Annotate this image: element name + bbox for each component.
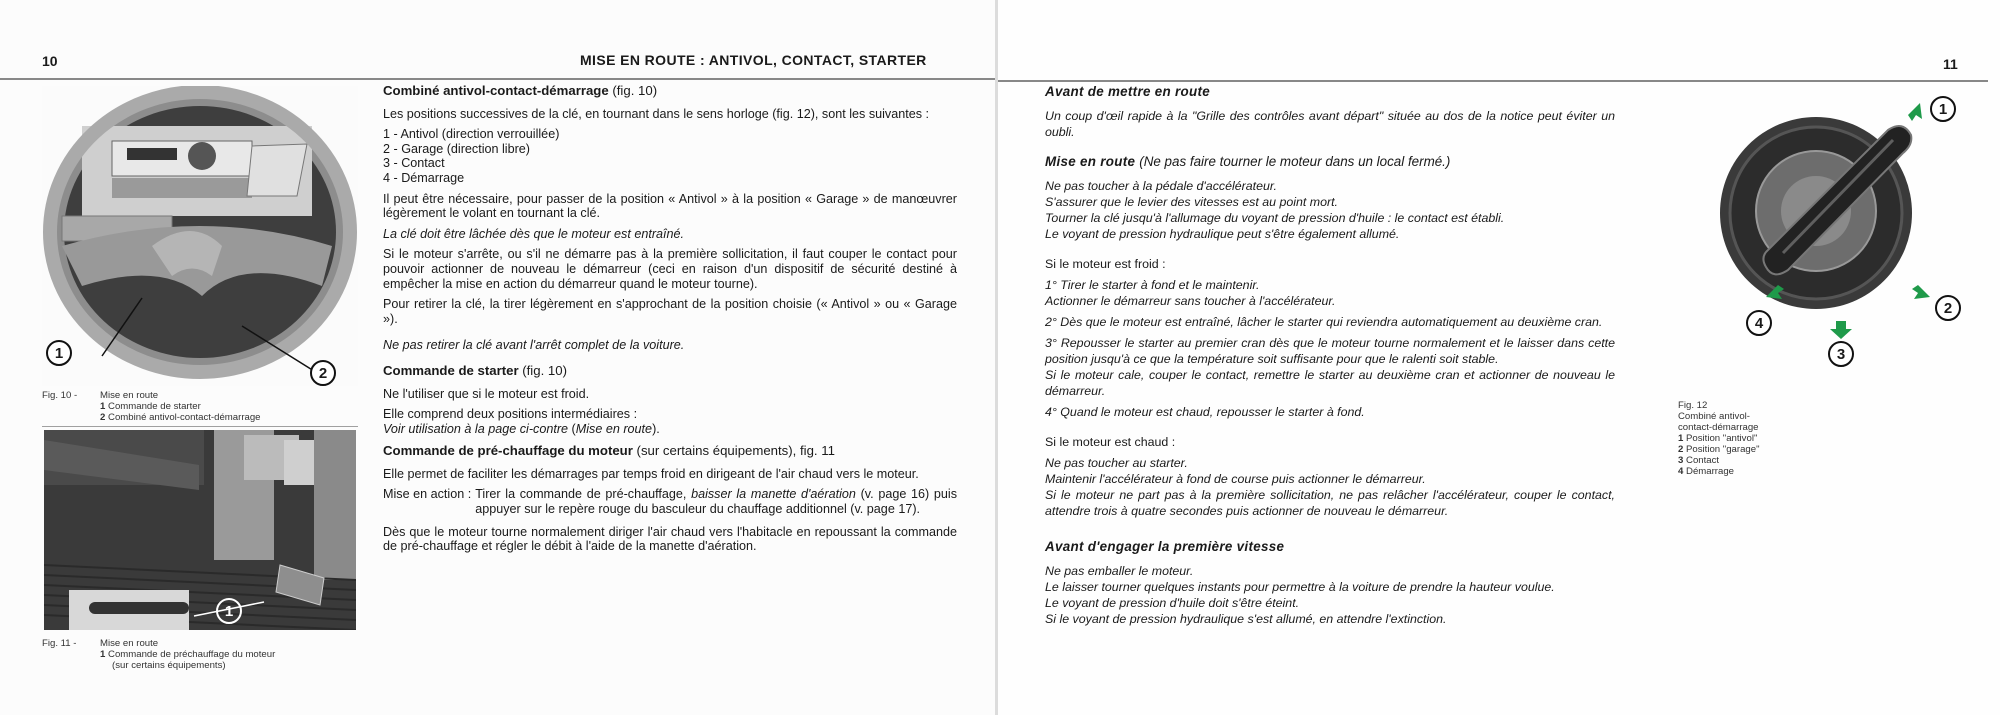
fig10-label: Fig. 10 - (42, 390, 78, 401)
arrow-position-3 (1830, 321, 1852, 339)
heading-combine: Combiné antivol-contact-démarrage (fig. 10) (383, 83, 658, 98)
fig12-ignition-key-image (1698, 85, 1968, 375)
chaud-line: Maintenir l'accélérateur à fond de course puis actionner le démarreur. (1045, 472, 1426, 486)
fig10-title: Mise en route (100, 390, 159, 401)
fig-divider (42, 426, 358, 427)
combine-paragraph: Si le moteur s'arrête, ou s'il ne démarre pas à la première sollicitation, il faut couper le contact pour pouvoir actionner de nouveau le démarreur (ceci en raison d'un dispositif de sécurité destiné à empêcher la mise en action du démarreur quand le moteur tourne). (383, 247, 957, 291)
key-position-item: 1 - Antivol (direction verrouillée) (383, 127, 560, 142)
key-positions-list (383, 127, 957, 185)
fig11-title: Mise en route (100, 638, 159, 649)
fig10-item: 1 Commande de starter (100, 401, 201, 412)
starter-paragraph: Elle comprend deux positions intermédiaires : (383, 407, 638, 422)
heading-premiere-vitesse: Avant d'engager la première vitesse (1045, 539, 1285, 554)
froid-step: 1° Tirer le starter à fond et le maintenir. (1045, 278, 1260, 292)
froid-step: 4° Quand le moteur est chaud, repousser le starter à fond. (1045, 405, 1365, 419)
right-page (998, 0, 2000, 715)
fig12-item: 3 Contact (1678, 455, 1720, 466)
right-text-column (1045, 84, 1615, 641)
vitesse-line: Si le voyant de pression hydraulique s'est allumé, en attendre l'extinction. (1045, 612, 1447, 626)
combine-intro: Les positions successives de la clé, en tournant dans le sens horloge (fig. 12), sont les suivantes : (383, 106, 930, 121)
fig10-callout-2: 2 (310, 360, 336, 386)
moteur-froid-label: Si le moteur est froid : (1045, 257, 1166, 271)
combine-warning: La clé doit être lâchée dès que le moteur est entraîné. (383, 226, 685, 241)
key-position-item: 2 - Garage (direction libre) (383, 141, 530, 156)
fig12-label: Fig. 12 (1678, 400, 1708, 411)
fig12-item: 2 Position "garage" (1678, 444, 1760, 455)
section-premiere-vitesse (1045, 539, 1615, 627)
fig10-item: 2 Combiné antivol-contact-démarrage (100, 412, 261, 423)
left-text-column (383, 84, 957, 560)
fig11-caption (42, 638, 362, 671)
prechauffage-paragraph: Dès que le moteur tourne normalement diriger l'air chaud vers l'habitacle en repoussant la commande de pré-chauffage et régler le débit à l'aide de la manette d'aération. (383, 524, 957, 554)
arrow-position-2 (1912, 285, 1930, 299)
prechauffage-mise-en-action: Mise en action : Tirer la commande de pré-chauffage, baisser la manette d'aération (v. page 16) puis appuyer sur le repère rouge du basculeur du chauffage additionnel (v. page 17). (383, 487, 957, 517)
fig12-item: 1 Position "antivol" (1678, 433, 1758, 444)
fig11-label: Fig. 11 - (42, 638, 77, 649)
prechauffage-paragraph: Elle permet de faciliter les démarrages par temps froid en dirigeant de l'air chaud vers le moteur. (383, 466, 919, 481)
chaud-line: Ne pas toucher au starter. (1045, 456, 1188, 470)
fig12-callout-3: 3 (1828, 341, 1854, 367)
fig12-caption (1678, 400, 1878, 477)
heading-avant-mettre: Avant de mettre en route (1045, 84, 1210, 99)
froid-step: Actionner le démarreur sans toucher à l'accélérateur. (1045, 294, 1336, 308)
vitesse-line: Le voyant de pression d'huile doit s'être éteint. (1045, 596, 1300, 610)
heading-mise-en-route: Mise en route (Ne pas faire tourner le moteur dans un local fermé.) (1045, 154, 1451, 169)
froid-step: 3° Repousser le starter au premier cran dès que le moteur tourne normalement et le laisser dans cette position jusqu'à ce que la température soit suffisante pour que le ralenti soit stable. (1045, 336, 1615, 366)
section-avant-mettre (1045, 84, 1615, 140)
moteur-chaud-label: Si le moteur est chaud : (1045, 435, 1176, 449)
section-moteur-chaud (1045, 434, 1615, 519)
heading-starter: Commande de starter (fig. 10) (383, 362, 567, 378)
chaud-line: Si le moteur ne part pas à la première sollicitation, ne pas relâcher l'accélérateur, couper le contact, attendre trois à quatre secondes puis actionner de nouveau le démarreur. (1045, 488, 1615, 518)
fig10-steering-wheel-image (42, 86, 358, 386)
arrow-position-1 (1908, 103, 1922, 121)
vitesse-line: Le laisser tourner quelques instants pour permettre à la voiture de prendre la hauteur voulue. (1045, 580, 1555, 594)
fig12-callout-1: 1 (1930, 96, 1956, 122)
section-moteur-froid (1045, 256, 1615, 420)
page-number-right: 11 (1943, 56, 1958, 72)
fig12-title: Combiné antivol- (1678, 411, 1750, 422)
mise-en-route-line: Ne pas toucher à la pédale d'accélérateur. (1045, 179, 1277, 193)
fig11-callout-1: 1 (216, 598, 242, 624)
running-title: MISE EN ROUTE : ANTIVOL, CONTACT, STARTER (580, 52, 927, 68)
starter-see-page: Voir utilisation à la page ci-contre (Mise en route). (383, 421, 660, 436)
header-rule (998, 80, 1988, 82)
combine-warning: Ne pas retirer la clé avant l'arrêt complet de la voiture. (383, 338, 685, 353)
fig10-callout-1: 1 (46, 340, 72, 366)
left-page (0, 0, 995, 715)
vitesse-line: Ne pas emballer le moteur. (1045, 564, 1194, 578)
fig12-callout-2: 2 (1935, 295, 1961, 321)
fig11-item-note: (sur certains équipements) (112, 660, 226, 671)
mise-en-route-line: S'assurer que le levier des vitesses est au point mort. (1045, 195, 1338, 209)
mise-en-route-line: Tourner la clé jusqu'à l'allumage du voyant de pression d'huile : le contact est établi. (1045, 211, 1505, 225)
fig12-callout-4: 4 (1746, 310, 1772, 336)
section-mise-en-route (1045, 154, 1615, 242)
fig10-caption (42, 390, 362, 423)
avant-mettre-text: Un coup d'œil rapide à la "Grille des contrôles avant départ" située au dos de la notice peut éviter un oubli. (1045, 109, 1615, 139)
key-position-item: 4 - Démarrage (383, 170, 465, 185)
combine-paragraph: Il peut être nécessaire, pour passer de la position « Antivol » à la position « Garage » de manœuvrer légèrement le volant en tournant la clé. (383, 191, 957, 221)
key-position-item: 3 - Contact (383, 156, 445, 171)
fig12-title: contact-démarrage (1678, 422, 1759, 433)
header-rule (0, 78, 995, 80)
starter-paragraph: Ne l'utiliser que si le moteur est froid. (383, 386, 590, 401)
froid-step: Si le moteur cale, couper le contact, remettre le starter au deuxième cran et actionner de nouveau le démarreur. (1045, 368, 1615, 398)
mise-en-route-line: Le voyant de pression hydraulique peut s'être également allumé. (1045, 227, 1400, 241)
page-number-left: 10 (42, 53, 58, 69)
combine-paragraph: Pour retirer la clé, la tirer légèrement en s'approchant de la position choisie (« Antivol » ou « Garage »). (383, 297, 957, 326)
fig12-item: 4 Démarrage (1678, 466, 1735, 477)
froid-step: 2° Dès que le moteur est entraîné, lâcher le starter qui reviendra automatiquement au deuxième cran. (1045, 315, 1603, 329)
fig11-preheat-control-image (44, 430, 356, 630)
fig11-item: 1 Commande de préchauffage du moteur (100, 649, 276, 660)
heading-prechauffage: Commande de pré-chauffage du moteur (sur certains équipements), fig. 11 (383, 443, 835, 459)
